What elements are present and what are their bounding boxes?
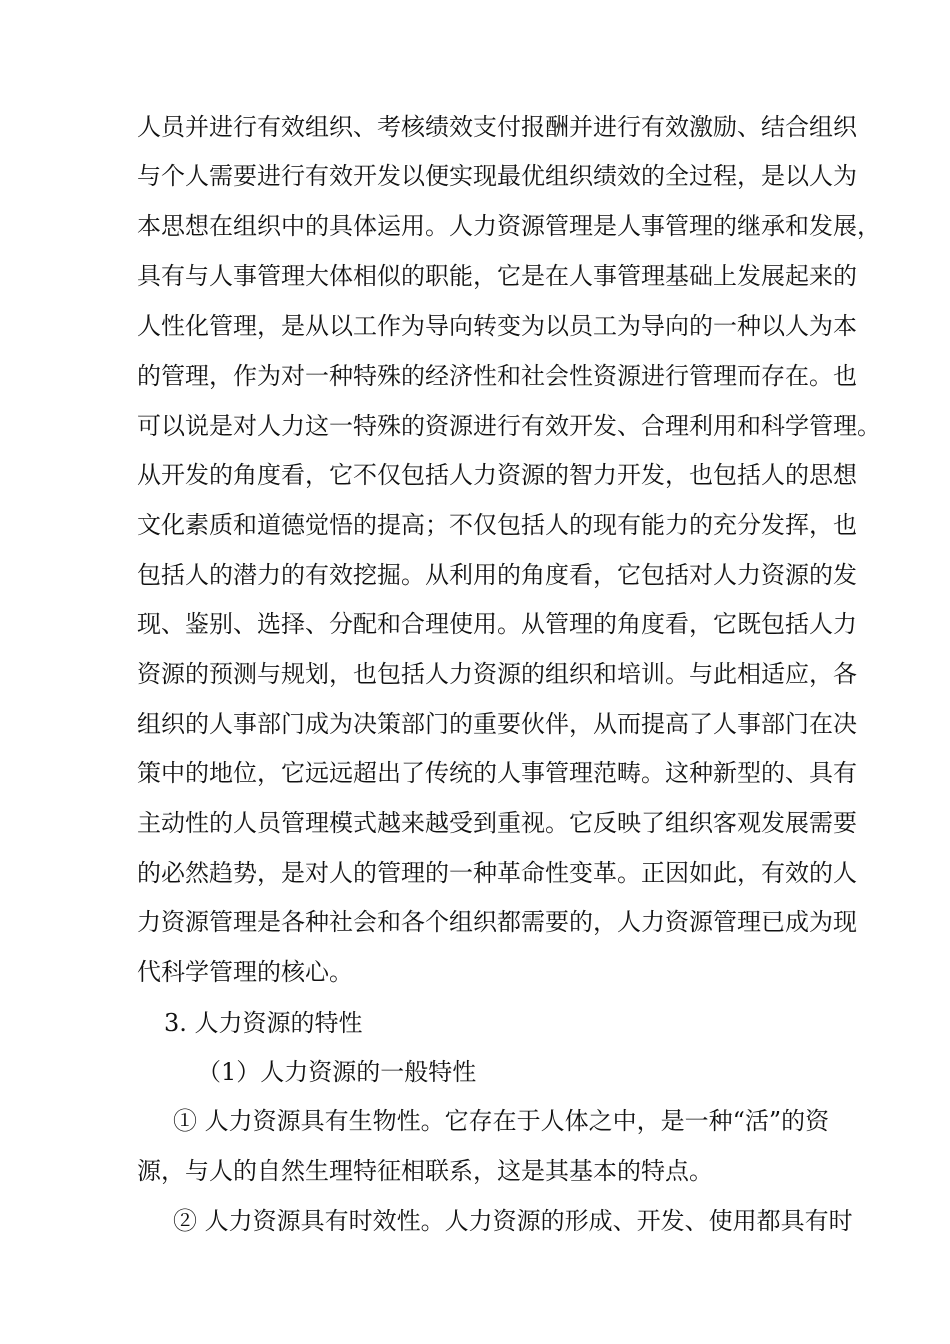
paragraph-line: 的管理，作为对一种特殊的经济性和社会性资源进行管理而存在。也 (137, 362, 857, 390)
paragraph-line: 策中的地位，它远远超出了传统的人事管理范畴。这种新型的、具有 (137, 759, 857, 787)
paragraph-line: 从开发的角度看，它不仅包括人力资源的智力开发，也包括人的思想 (137, 461, 857, 489)
subsection-heading: （1）人力资源的一般特性 (197, 1058, 477, 1086)
section-heading: 3. 人力资源的特性 (164, 1009, 363, 1037)
paragraph-line: 的必然趋势，是对人的管理的一种革命性变革。正因如此，有效的人 (137, 859, 857, 887)
paragraph-line: 具有与人事管理大体相似的职能，它是在人事管理基础上发展起来的 (137, 262, 857, 290)
paragraph-line: 可以说是对人力这一特殊的资源进行有效开发、合理利用和科学管理。 (137, 412, 881, 440)
list-item-line: ① 人力资源具有生物性。它存在于人体之中，是一种“活”的资 (173, 1107, 830, 1135)
paragraph-line: 包括人的潜力的有效挖掘。从利用的角度看，它包括对人力资源的发 (137, 561, 857, 589)
paragraph-line: 力资源管理是各种社会和各个组织都需要的，人力资源管理已成为现 (137, 908, 857, 936)
paragraph-line: 现、鉴别、选择、分配和合理使用。从管理的角度看，它既包括人力 (137, 610, 857, 638)
paragraph-line: 文化素质和道德觉悟的提高；不仅包括人的现有能力的充分发挥，也 (137, 511, 857, 539)
paragraph-line: 与个人需要进行有效开发以便实现最优组织绩效的全过程，是以人为 (137, 162, 857, 190)
paragraph-line: 本思想在组织中的具体运用。人力资源管理是人事管理的继承和发展， (137, 212, 881, 240)
paragraph-line: 人性化管理，是从以工作为导向转变为以员工为导向的一种以人为本 (137, 312, 857, 340)
paragraph-line: 资源的预测与规划，也包括人力资源的组织和培训。与此相适应，各 (137, 660, 857, 688)
list-item-line: 源，与人的自然生理特征相联系，这是其基本的特点。 (137, 1157, 713, 1185)
paragraph-line: 代科学管理的核心。 (137, 958, 353, 986)
paragraph-line: 主动性的人员管理模式越来越受到重视。它反映了组织客观发展需要 (137, 809, 857, 837)
paragraph-line: 组织的人事部门成为决策部门的重要伙伴，从而提高了人事部门在决 (137, 710, 857, 738)
paragraph-line: 人员并进行有效组织、考核绩效支付报酬并进行有效激励、结合组织 (137, 113, 857, 141)
list-item-line: ② 人力资源具有时效性。人力资源的形成、开发、使用都具有时 (173, 1207, 853, 1235)
